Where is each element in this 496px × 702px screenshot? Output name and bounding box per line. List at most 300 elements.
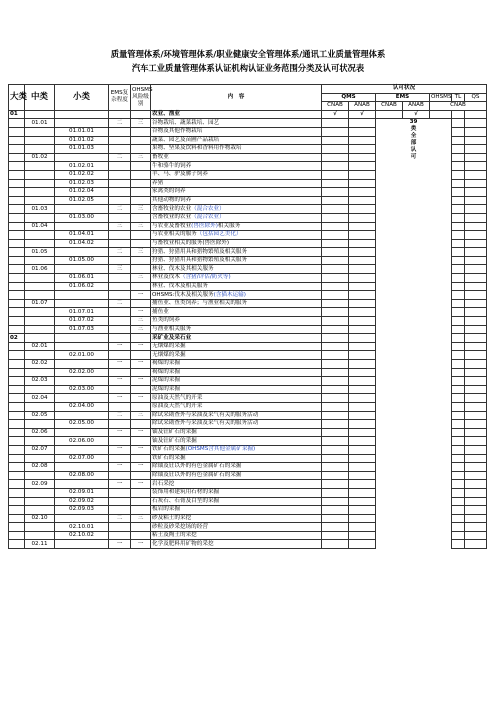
cell-ems-level — [109, 196, 131, 205]
content-text: 狩猎、狩猎用具和猎物繁殖及相关服务 — [152, 257, 248, 264]
cell-ems-level — [109, 136, 131, 145]
status-spacer-right — [465, 213, 487, 222]
cell-ems-level: 二 — [109, 119, 131, 128]
cell-big-category — [9, 420, 25, 429]
content-text: 采矿业及采石业 — [152, 334, 192, 341]
cell-small-category: 02.07.00 — [55, 454, 109, 463]
category-row — [9, 110, 487, 119]
cell-small-category: 02.10.01 — [55, 523, 109, 532]
status-spacer-right — [452, 248, 465, 257]
cell-ohsms-level: 一 — [131, 360, 151, 369]
cell-content — [151, 531, 322, 540]
cell-ohsms-level — [131, 110, 151, 119]
cell-ems-level — [109, 531, 131, 540]
status-spacer-right — [465, 411, 487, 420]
status-spacer-left — [349, 256, 376, 265]
status-spacer-left — [322, 463, 349, 472]
cell-ems-level — [109, 282, 131, 291]
status-spacer-right — [465, 488, 487, 497]
status-spacer-left — [322, 153, 349, 162]
status-spacer-right — [465, 188, 487, 197]
cell-content — [151, 454, 322, 463]
cell-ems-level — [109, 291, 131, 300]
side-note-char: 认 — [410, 147, 417, 154]
cell-content — [151, 110, 322, 119]
status-spacer-right — [465, 360, 487, 369]
status-spacer-left — [322, 437, 349, 446]
cell-mid-category — [25, 385, 55, 394]
status-spacer-right — [465, 523, 487, 532]
status-spacer-left — [322, 394, 349, 403]
cell-ems-level: 一 — [109, 540, 131, 549]
cell-small-category: 02.09.03 — [55, 506, 109, 515]
status-spacer-right — [465, 394, 487, 403]
content-text: OHSMS:伐木及相关服务 — [152, 291, 214, 298]
cell-big-category — [9, 411, 25, 420]
status-spacer-right — [452, 360, 465, 369]
header-ems-complexity: EMS复杂程度 — [109, 85, 131, 111]
cell-mid-category: 01.04 — [25, 222, 55, 231]
status-spacer-left — [349, 411, 376, 420]
status-spacer-left — [349, 342, 376, 351]
cell-small-category: 01.02.04 — [55, 188, 109, 197]
cell-content — [151, 480, 322, 489]
status-spacer-right — [465, 231, 487, 240]
status-spacer-right — [452, 179, 465, 188]
cell-ems-level — [109, 488, 131, 497]
cell-big-category — [9, 497, 25, 506]
status-spacer-right — [465, 256, 487, 265]
status-spacer-right — [452, 506, 465, 515]
status-spacer-left — [349, 360, 376, 369]
cell-mid-category: 02.02 — [25, 360, 55, 369]
content-text: 家禽类的饲养 — [152, 188, 186, 195]
status-spacer-right — [452, 317, 465, 326]
status-spacer-right — [452, 282, 465, 291]
cell-ems-level — [109, 274, 131, 283]
qs-check — [465, 110, 487, 119]
cell-content — [151, 506, 322, 515]
cell-ohsms-level — [131, 145, 151, 154]
status-spacer-left — [322, 299, 349, 308]
cell-big-category — [9, 256, 25, 265]
status-spacer-right — [452, 428, 465, 437]
status-spacer-left — [322, 205, 349, 214]
cell-small-category: 01.02.05 — [55, 196, 109, 205]
side-note-char: 可 — [410, 154, 417, 161]
status-spacer-right — [465, 497, 487, 506]
cell-small-category: 01.04.01 — [55, 231, 109, 240]
status-spacer-left — [349, 351, 376, 360]
cell-small-category: 01.01.01 — [55, 127, 109, 136]
status-spacer-left — [322, 222, 349, 231]
status-spacer-right — [452, 523, 465, 532]
cell-mid-category — [25, 454, 55, 463]
status-spacer-left — [322, 342, 349, 351]
status-spacer-right — [465, 463, 487, 472]
cell-big-category — [9, 368, 25, 377]
cell-ems-level — [109, 471, 131, 480]
content-note: （混合农业） — [191, 205, 225, 212]
cell-mid-category — [25, 162, 55, 171]
cell-big-category: 02 — [9, 334, 25, 343]
cell-content — [151, 342, 322, 351]
content-text: 与畜牧业相关的服务(兽医除外) — [152, 239, 230, 246]
status-spacer-left — [322, 188, 349, 197]
status-spacer-left — [349, 205, 376, 214]
status-spacer-right — [452, 334, 465, 343]
cell-big-category — [9, 360, 25, 369]
cell-mid-category: 01.02 — [25, 153, 55, 162]
cell-mid-category: 01.06 — [25, 265, 55, 274]
cell-content — [151, 368, 322, 377]
header-ems-anab: ANAB — [403, 102, 430, 111]
cell-ems-level: 一 — [109, 480, 131, 489]
status-spacer-left — [322, 428, 349, 437]
status-spacer-left — [349, 428, 376, 437]
status-spacer-left — [322, 523, 349, 532]
cell-big-category — [9, 248, 25, 257]
status-spacer-right — [452, 291, 465, 300]
cell-big-category — [9, 153, 25, 162]
content-text: 褐煤的采掘 — [152, 360, 180, 367]
status-spacer-left — [349, 463, 376, 472]
cell-ohsms-level: 三 — [131, 205, 151, 214]
cell-ohsms-level — [131, 239, 151, 248]
cell-ems-level — [109, 179, 131, 188]
cell-mid-category — [25, 531, 55, 540]
status-spacer-left — [349, 514, 376, 523]
status-spacer-right — [465, 342, 487, 351]
cell-ohsms-level — [131, 471, 151, 480]
cell-ems-level — [109, 317, 131, 326]
content-text: 农业、渔业 — [152, 111, 180, 118]
cell-big-category — [9, 351, 25, 360]
status-spacer-left — [322, 136, 349, 145]
cell-content — [151, 334, 322, 343]
cell-content — [151, 127, 322, 136]
cell-mid-category — [25, 402, 55, 411]
cell-ohsms-level — [131, 196, 151, 205]
content-note: (含猫木运输) — [213, 291, 246, 298]
content-text: 褐煤的采掘 — [152, 368, 180, 375]
cell-content — [151, 256, 322, 265]
cell-big-category — [9, 428, 25, 437]
cell-small-category: 01.02.02 — [55, 170, 109, 179]
status-spacer-right — [452, 196, 465, 205]
status-spacer-left — [322, 334, 349, 343]
status-spacer-left — [349, 385, 376, 394]
status-spacer-right — [465, 540, 487, 549]
cell-ohsms-level: 三 — [131, 119, 151, 128]
cell-ohsms-level: 三 — [131, 317, 151, 326]
header-ohsms: OHSMS — [431, 93, 452, 100]
content-text: 铀及钍矿石的采掘 — [152, 429, 197, 436]
status-spacer-left — [349, 145, 376, 154]
cell-ohsms-level: 一 — [131, 480, 151, 489]
cell-mid-category — [25, 170, 55, 179]
status-spacer-left — [349, 213, 376, 222]
status-spacer-left — [322, 274, 349, 283]
status-spacer-right — [452, 437, 465, 446]
cell-mid-category — [25, 282, 55, 291]
cell-ems-level: 一 — [109, 394, 131, 403]
status-spacer-left — [322, 196, 349, 205]
status-spacer-right — [465, 162, 487, 171]
cell-mid-category: 02.05 — [25, 411, 55, 420]
cell-small-category — [55, 342, 109, 351]
cell-content — [151, 205, 322, 214]
content-text: 除试采勘查外与采油及采气有关的服务活动 — [152, 420, 259, 427]
cell-ohsms-level — [131, 127, 151, 136]
cell-ohsms-level — [131, 179, 151, 188]
cell-content — [151, 428, 322, 437]
cell-ems-level — [109, 170, 131, 179]
cell-big-category — [9, 506, 25, 515]
status-spacer-right — [465, 136, 487, 145]
cell-big-category — [9, 488, 25, 497]
status-spacer-right — [465, 308, 487, 317]
cell-mid-category — [25, 506, 55, 515]
status-spacer-left — [349, 231, 376, 240]
cell-ems-level — [109, 239, 131, 248]
content-text: 泥煤的采掘 — [152, 377, 180, 384]
cell-small-category — [55, 291, 109, 300]
content-text: 砂粒及砂采挖场的经营 — [152, 523, 208, 530]
cell-small-category — [55, 540, 109, 549]
cell-mid-category — [25, 334, 55, 343]
cell-ohsms-level — [131, 231, 151, 240]
cell-ems-level — [109, 213, 131, 222]
cell-small-category: 02.09.01 — [55, 488, 109, 497]
status-spacer-right — [452, 497, 465, 506]
cell-ohsms-level: 一 — [131, 428, 151, 437]
cell-ohsms-level: 一 — [131, 463, 151, 472]
status-spacer-left — [322, 368, 349, 377]
cell-content — [151, 385, 322, 394]
cell-small-category: 01.06.01 — [55, 274, 109, 283]
cell-mid-category: 02.09 — [25, 480, 55, 489]
cell-ohsms-level — [131, 265, 151, 274]
status-spacer-left — [322, 420, 349, 429]
status-spacer-left — [322, 351, 349, 360]
content-text: 林业、伐木及相关服务 — [152, 282, 208, 289]
status-spacer-right — [452, 308, 465, 317]
cell-big-category — [9, 308, 25, 317]
cell-ems-level — [109, 351, 131, 360]
status-spacer-right — [452, 351, 465, 360]
header-big-category: 大类 — [9, 85, 25, 111]
cell-ohsms-level: 三 — [131, 153, 151, 162]
cell-small-category: 02.01.00 — [55, 351, 109, 360]
status-spacer-right — [452, 377, 465, 386]
cell-mid-category: 02.06 — [25, 428, 55, 437]
cell-ohsms-level: 三 — [131, 222, 151, 231]
status-spacer-left — [349, 153, 376, 162]
status-spacer-right — [452, 222, 465, 231]
document-title-line2: 汽车工业质量管理体系认证机构认证业务范围分类及认可状况表 — [131, 63, 365, 73]
status-spacer-right — [452, 153, 465, 162]
cell-small-category — [55, 153, 109, 162]
cell-big-category — [9, 394, 25, 403]
content-text: 粘土及陶土的采挖 — [152, 532, 197, 539]
cell-content — [151, 420, 322, 429]
cell-small-category — [55, 428, 109, 437]
qms-anab-check: √ — [349, 110, 376, 119]
status-spacer-right — [452, 145, 465, 154]
cell-content — [151, 351, 322, 360]
cell-ems-level — [109, 145, 131, 154]
cell-big-category — [9, 222, 25, 231]
status-spacer-left — [322, 497, 349, 506]
content-text: 羊、马、驴及骡子饲养 — [152, 171, 208, 178]
status-spacer-right — [452, 471, 465, 480]
status-spacer-right — [452, 411, 465, 420]
cell-small-category — [55, 377, 109, 386]
cell-mid-category — [25, 239, 55, 248]
cell-content — [151, 291, 322, 300]
content-note: （包括园艺美化） — [196, 231, 242, 238]
status-spacer-right — [465, 368, 487, 377]
cell-mid-category: 01.01 — [25, 119, 55, 128]
cell-ohsms-level — [131, 299, 151, 308]
content-text: 铀及钍矿石的采掘 — [152, 437, 197, 444]
qms-cnab-check: √ — [322, 110, 349, 119]
cell-ems-level: 三 — [109, 265, 131, 274]
header-ohsms-cnab: CNAB — [430, 102, 487, 111]
status-spacer-right — [452, 170, 465, 179]
cell-mid-category — [25, 145, 55, 154]
cell-ems-level — [109, 308, 131, 317]
status-spacer-right — [465, 445, 487, 454]
status-spacer-right — [465, 153, 487, 162]
content-text: 林业、伐木及其相关服务 — [152, 265, 214, 272]
status-spacer-right — [465, 428, 487, 437]
status-spacer-left — [349, 162, 376, 171]
status-spacer-left — [322, 506, 349, 515]
content-text: 捕鱼业、鱼类饲养；与渔业相关的服务 — [152, 300, 248, 307]
content-text: 除铀及钍以外的有色金属矿石的采掘 — [152, 463, 242, 470]
cell-small-category: 02.05.00 — [55, 420, 109, 429]
status-spacer-right — [465, 471, 487, 480]
cell-ems-level — [109, 188, 131, 197]
cell-ems-level: 三 — [109, 222, 131, 231]
status-spacer-left — [322, 540, 349, 549]
cell-big-category — [9, 480, 25, 489]
cell-ohsms-level — [131, 497, 151, 506]
cell-content — [151, 411, 322, 420]
cell-big-category — [9, 463, 25, 472]
cell-small-category — [55, 119, 109, 128]
cell-mid-category: 02.11 — [25, 540, 55, 549]
status-spacer-left — [349, 119, 376, 128]
status-spacer-left — [349, 454, 376, 463]
status-spacer-left — [322, 119, 349, 128]
cell-big-category — [9, 437, 25, 446]
cell-content — [151, 360, 322, 369]
status-spacer-left — [322, 179, 349, 188]
cell-big-category — [9, 213, 25, 222]
cell-ems-level: 一 — [109, 360, 131, 369]
cell-big-category — [9, 445, 25, 454]
status-spacer-right — [465, 222, 487, 231]
cell-content — [151, 514, 322, 523]
cell-ems-level — [109, 110, 131, 119]
cell-small-category — [55, 394, 109, 403]
status-spacer-right — [452, 540, 465, 549]
status-spacer-left — [322, 248, 349, 257]
status-spacer-left — [349, 317, 376, 326]
cell-ems-level — [109, 506, 131, 515]
cell-ohsms-level — [131, 531, 151, 540]
cell-small-category — [55, 334, 109, 343]
cell-ems-level — [109, 325, 131, 334]
cell-content — [151, 317, 322, 326]
cell-big-category — [9, 265, 25, 274]
cell-ems-level — [109, 497, 131, 506]
status-spacer-right — [452, 454, 465, 463]
cell-big-category — [9, 317, 25, 326]
cell-ems-level: 一 — [109, 342, 131, 351]
cell-big-category — [9, 402, 25, 411]
status-spacer-left — [322, 317, 349, 326]
cell-small-category — [55, 445, 109, 454]
cell-ohsms-level — [131, 402, 151, 411]
header-qms-anab: ANAB — [349, 102, 376, 111]
header-qs: QS — [465, 93, 487, 102]
content-note: (兽医除外) — [191, 222, 218, 229]
status-spacer-right — [452, 213, 465, 222]
status-spacer-right — [465, 265, 487, 274]
status-spacer-left — [349, 368, 376, 377]
cell-small-category — [55, 110, 109, 119]
cell-small-category: 01.07.01 — [55, 308, 109, 317]
status-spacer-right — [452, 119, 465, 128]
content-text: 岩石采挖 — [152, 480, 175, 487]
status-spacer-left — [349, 523, 376, 532]
status-spacer-left — [322, 291, 349, 300]
all-accredited-note — [376, 119, 452, 549]
cell-content — [151, 239, 322, 248]
status-spacer-left — [349, 540, 376, 549]
status-spacer-right — [452, 342, 465, 351]
status-spacer-left — [322, 213, 349, 222]
cell-ohsms-level — [131, 437, 151, 446]
cell-ohsms-level: 一 — [131, 377, 151, 386]
status-spacer-left — [349, 127, 376, 136]
status-spacer-right — [452, 265, 465, 274]
cell-small-category — [55, 205, 109, 214]
status-spacer-left — [349, 488, 376, 497]
status-spacer-right — [465, 291, 487, 300]
content-note: （含猪/评估/防火等) — [179, 274, 231, 281]
cell-ohsms-level — [131, 351, 151, 360]
cell-ohsms-level: 三 — [131, 514, 151, 523]
cell-ems-level: 二 — [109, 205, 131, 214]
cell-mid-category — [25, 523, 55, 532]
status-spacer-right — [465, 531, 487, 540]
cell-content — [151, 222, 322, 231]
status-spacer-left — [349, 420, 376, 429]
status-spacer-left — [322, 402, 349, 411]
cell-ems-level — [109, 256, 131, 265]
content-text: 砂及粘土的采挖 — [152, 514, 192, 521]
status-spacer-right — [465, 274, 487, 283]
cell-small-category — [55, 248, 109, 257]
cell-big-category — [9, 119, 25, 128]
cell-ohsms-level — [131, 282, 151, 291]
status-spacer-left — [349, 334, 376, 343]
